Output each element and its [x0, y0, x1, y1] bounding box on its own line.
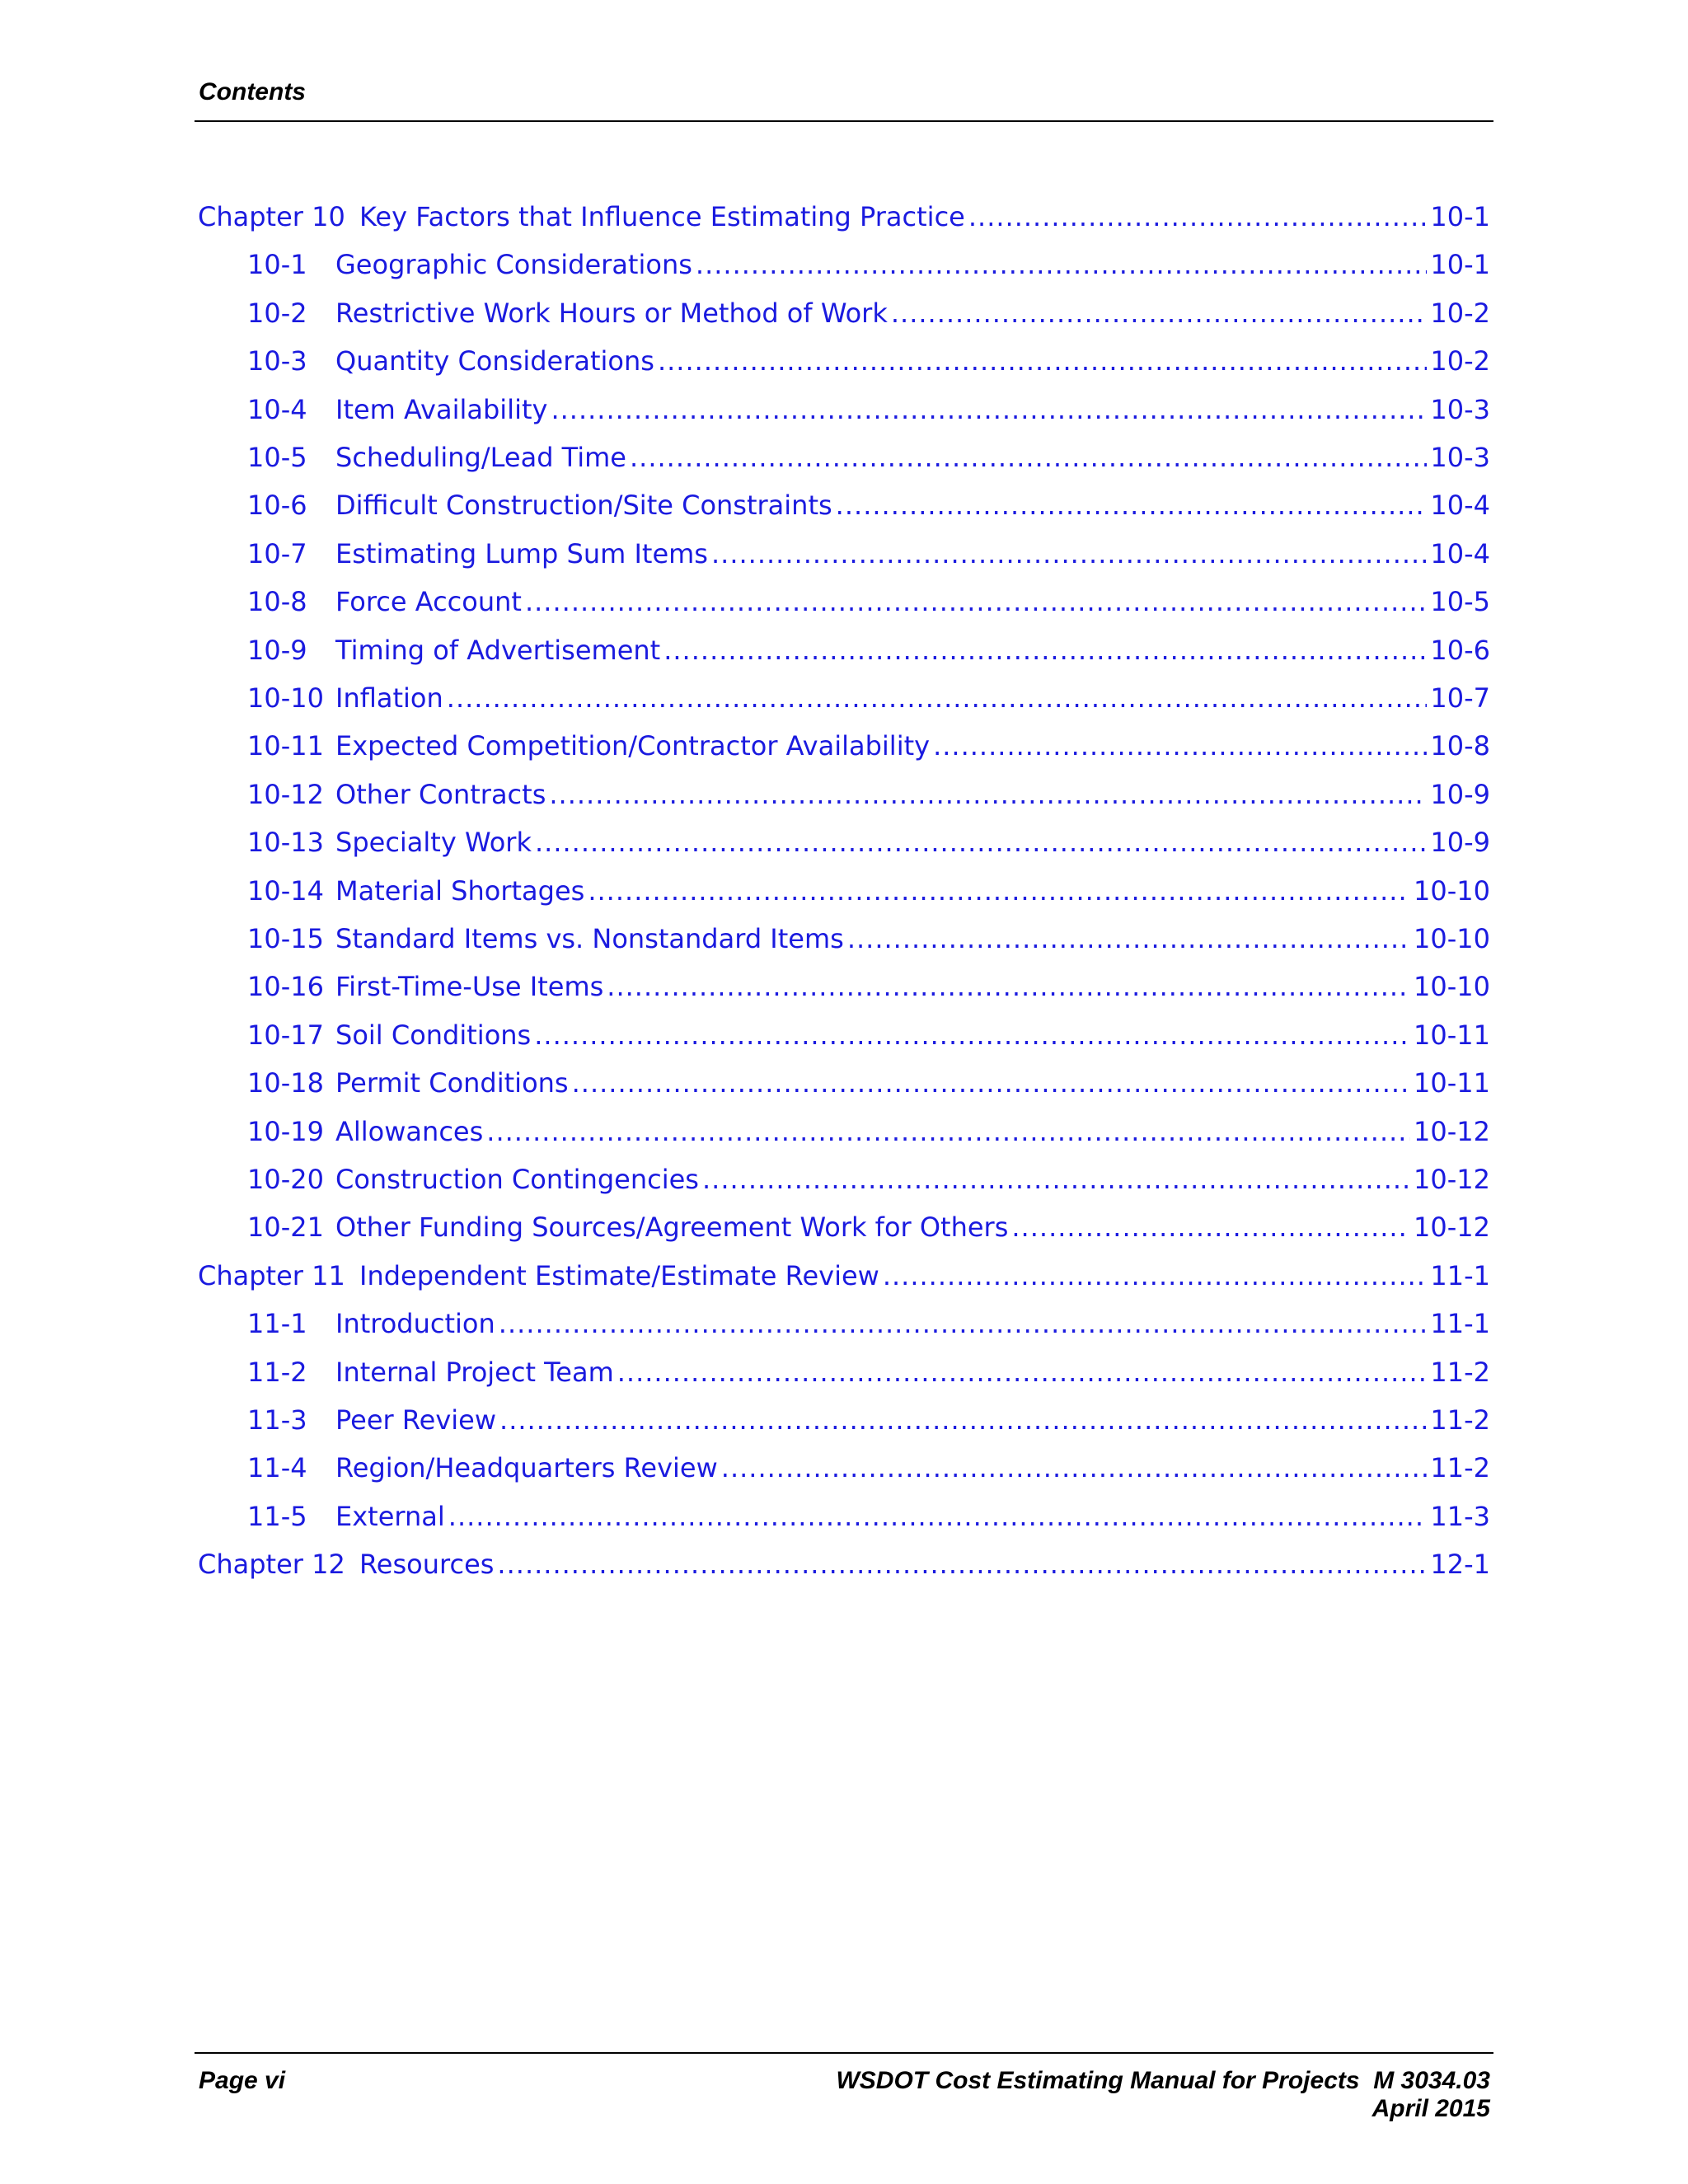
dot-leader [486, 1113, 1410, 1151]
toc-title: Permit Conditions [335, 1067, 569, 1099]
toc-section-link[interactable] [247, 294, 1490, 332]
toc-page-ref: 10-11 [1414, 1019, 1490, 1051]
dot-leader [535, 823, 1427, 861]
toc-title: Specialty Work [335, 827, 532, 859]
dot-leader [847, 920, 1410, 958]
toc-section-link[interactable] [247, 1353, 1490, 1391]
toc-title: Key Factors that Influence Estimating Practice [359, 201, 965, 232]
toc-page-ref: 10-1 [1430, 249, 1490, 281]
toc-page-ref: 10-9 [1430, 778, 1490, 810]
toc-number: 10-7 [247, 537, 307, 569]
toc-page-ref: 11-3 [1430, 1500, 1490, 1532]
dot-leader [497, 1545, 1427, 1583]
dot-leader [534, 1016, 1410, 1054]
toc-number: 10-9 [247, 634, 307, 666]
toc-section-link[interactable] [247, 920, 1490, 958]
toc-chapter-link[interactable] [198, 1545, 1490, 1583]
toc-number: 11-4 [247, 1452, 307, 1484]
footer-publication [836, 2067, 1490, 2123]
toc-number: 10-4 [247, 393, 307, 425]
toc-page-ref: 10-3 [1430, 442, 1490, 473]
toc-title: Region/Headquarters Review [335, 1452, 718, 1484]
toc-section-link[interactable] [247, 342, 1490, 380]
dot-leader [549, 776, 1427, 813]
toc-number: 10-6 [247, 490, 307, 522]
toc-title: Quantity Considerations [335, 345, 654, 377]
toc-page-ref: 10-1 [1430, 201, 1490, 232]
dot-leader [525, 583, 1427, 621]
toc-page-ref: 11-2 [1430, 1452, 1490, 1484]
toc-title: Construction Contingencies [335, 1164, 699, 1195]
toc-title: Standard Items vs. Nonstandard Items [335, 923, 844, 954]
toc-title: Estimating Lump Sum Items [335, 537, 708, 569]
toc-section-link[interactable] [247, 776, 1490, 813]
toc-number: 10-5 [247, 442, 307, 473]
toc-page-ref: 11-1 [1430, 1308, 1490, 1340]
toc-number: 10-21 [247, 1212, 324, 1244]
toc-chapter-link[interactable] [198, 198, 1490, 236]
toc-number: 10-8 [247, 586, 307, 618]
toc-number: 11-3 [247, 1404, 307, 1436]
toc-number: Chapter 11 [198, 1259, 345, 1291]
toc-title: External [335, 1500, 445, 1532]
dot-leader [658, 342, 1427, 380]
dot-leader [617, 1353, 1428, 1391]
publication-date: April 2015 [1372, 2095, 1490, 2122]
toc-page-ref: 10-3 [1430, 393, 1490, 425]
footer-rule [195, 2052, 1493, 2054]
toc-title: Material Shortages [335, 874, 585, 907]
toc-title: Scheduling/Lead Time [335, 442, 626, 473]
toc-title: Expected Competition/Contractor Availability [335, 730, 931, 762]
toc-section-link[interactable] [247, 1497, 1490, 1535]
manual-title: WSDOT Cost Estimating Manual for Projects M 3034.03 [836, 2067, 1490, 2094]
toc-title: Soil Conditions [335, 1019, 532, 1051]
dot-leader [968, 198, 1428, 236]
toc-page-ref: 10-10 [1414, 971, 1490, 1003]
toc-title: First-Time-Use Items [335, 971, 604, 1003]
toc-number: 10-11 [247, 730, 324, 762]
toc-page-ref: 10-2 [1430, 297, 1490, 329]
toc-section-link[interactable] [247, 872, 1490, 910]
toc-title: Peer Review [335, 1404, 497, 1436]
toc-number: 10-17 [247, 1019, 324, 1051]
toc-section-link[interactable] [247, 535, 1490, 573]
toc-title: Item Availability [335, 393, 548, 425]
toc-section-link[interactable] [247, 1113, 1490, 1151]
toc-number: 10-12 [247, 778, 324, 810]
toc-section-link[interactable] [247, 1449, 1490, 1487]
toc-title: Geographic Considerations [335, 249, 692, 281]
toc-page-ref: 10-12 [1414, 1212, 1490, 1244]
dot-leader [572, 1064, 1410, 1102]
toc-title: Timing of Advertisement [335, 634, 661, 666]
toc-title: Resources [359, 1549, 495, 1581]
toc-page-ref: 10-5 [1430, 586, 1490, 618]
toc-page-ref: 10-4 [1430, 490, 1490, 522]
toc-number: 11-2 [247, 1356, 307, 1388]
toc-section-link[interactable] [247, 438, 1490, 476]
toc-number: 10-3 [247, 345, 307, 377]
toc-page-ref: 10-10 [1414, 923, 1490, 954]
running-head: Contents [199, 78, 306, 105]
toc-title: Inflation [335, 682, 443, 714]
toc-section-link[interactable] [247, 1305, 1490, 1343]
toc-title: Restrictive Work Hours or Method of Work [335, 297, 888, 329]
toc-number: 10-19 [247, 1115, 324, 1147]
dot-leader [499, 1305, 1428, 1343]
dot-leader [721, 1449, 1428, 1487]
dot-leader [933, 727, 1427, 765]
toc-title: Other Funding Sources/Agreement Work for Others [335, 1212, 1009, 1244]
dot-leader [836, 486, 1428, 524]
toc-page-ref: 10-11 [1414, 1067, 1490, 1099]
dot-leader [711, 535, 1427, 573]
toc-section-link[interactable] [247, 1160, 1490, 1198]
toc-page-ref: 11-1 [1430, 1259, 1490, 1291]
toc-title: Other Contracts [335, 778, 546, 810]
toc-page-ref: 10-8 [1430, 730, 1490, 762]
toc-section-link[interactable] [247, 391, 1490, 429]
dot-leader [499, 1401, 1427, 1439]
toc-section-link[interactable] [247, 1064, 1490, 1102]
header-rule [195, 120, 1493, 122]
toc-number: Chapter 12 [198, 1549, 345, 1581]
dot-leader [551, 391, 1427, 429]
toc-section-link[interactable] [247, 1208, 1490, 1246]
dot-leader [588, 872, 1410, 910]
toc-title: Allowances [335, 1115, 484, 1147]
toc-number: 11-1 [247, 1308, 307, 1340]
toc-title: Difficult Construction/Site Constraints [335, 490, 832, 522]
toc-section-link[interactable] [247, 679, 1490, 717]
toc-page-ref: 12-1 [1430, 1549, 1490, 1581]
dot-leader [663, 631, 1427, 669]
toc-page-ref: 10-7 [1430, 682, 1490, 714]
toc-section-link[interactable] [247, 631, 1490, 669]
toc-section-link[interactable] [247, 727, 1490, 765]
toc-page-ref: 10-4 [1430, 537, 1490, 569]
toc-section-link[interactable] [247, 823, 1490, 861]
toc-section-link[interactable] [247, 583, 1490, 621]
toc-number: 10-15 [247, 923, 324, 954]
toc-title: Introduction [335, 1308, 495, 1340]
dot-leader [696, 246, 1427, 284]
toc-number: Chapter 10 [198, 201, 345, 232]
toc-number: 10-20 [247, 1164, 324, 1195]
toc-title: Independent Estimate/Estimate Review [359, 1259, 879, 1291]
toc-section-link[interactable] [247, 246, 1490, 284]
toc-page-ref: 10-12 [1414, 1115, 1490, 1147]
toc-page-ref: 11-2 [1430, 1356, 1490, 1388]
toc-title: Force Account [335, 586, 522, 618]
dot-leader [448, 1497, 1428, 1535]
toc-number: 10-1 [247, 249, 307, 281]
toc-page-ref: 11-2 [1430, 1404, 1490, 1436]
toc-page-ref: 10-10 [1414, 874, 1490, 907]
toc-number: 10-2 [247, 297, 307, 329]
dot-leader [891, 294, 1428, 332]
toc-page-ref: 10-9 [1430, 827, 1490, 859]
toc-section-link[interactable] [247, 968, 1490, 1005]
dot-leader [1011, 1208, 1410, 1246]
toc-number: 11-5 [247, 1500, 307, 1532]
dot-leader [883, 1257, 1428, 1295]
toc-number: 10-16 [247, 971, 324, 1003]
toc-number: 10-10 [247, 682, 324, 714]
toc-page-ref: 10-6 [1430, 634, 1490, 666]
toc-number: 10-14 [247, 874, 324, 907]
toc-section-link[interactable] [247, 486, 1490, 524]
dot-leader [630, 438, 1427, 476]
toc-number: 10-13 [247, 827, 324, 859]
page-number: Page vi [199, 2067, 286, 2094]
toc-number: 10-18 [247, 1067, 324, 1099]
toc-section-link[interactable] [247, 1016, 1490, 1054]
dot-leader [447, 679, 1428, 717]
toc-section-link[interactable] [247, 1401, 1490, 1439]
dot-leader [607, 968, 1410, 1005]
toc-title: Internal Project Team [335, 1356, 614, 1388]
toc-page-ref: 10-2 [1430, 345, 1490, 377]
toc-page-ref: 10-12 [1414, 1164, 1490, 1195]
toc-chapter-link[interactable] [198, 1257, 1490, 1295]
dot-leader [702, 1160, 1410, 1198]
